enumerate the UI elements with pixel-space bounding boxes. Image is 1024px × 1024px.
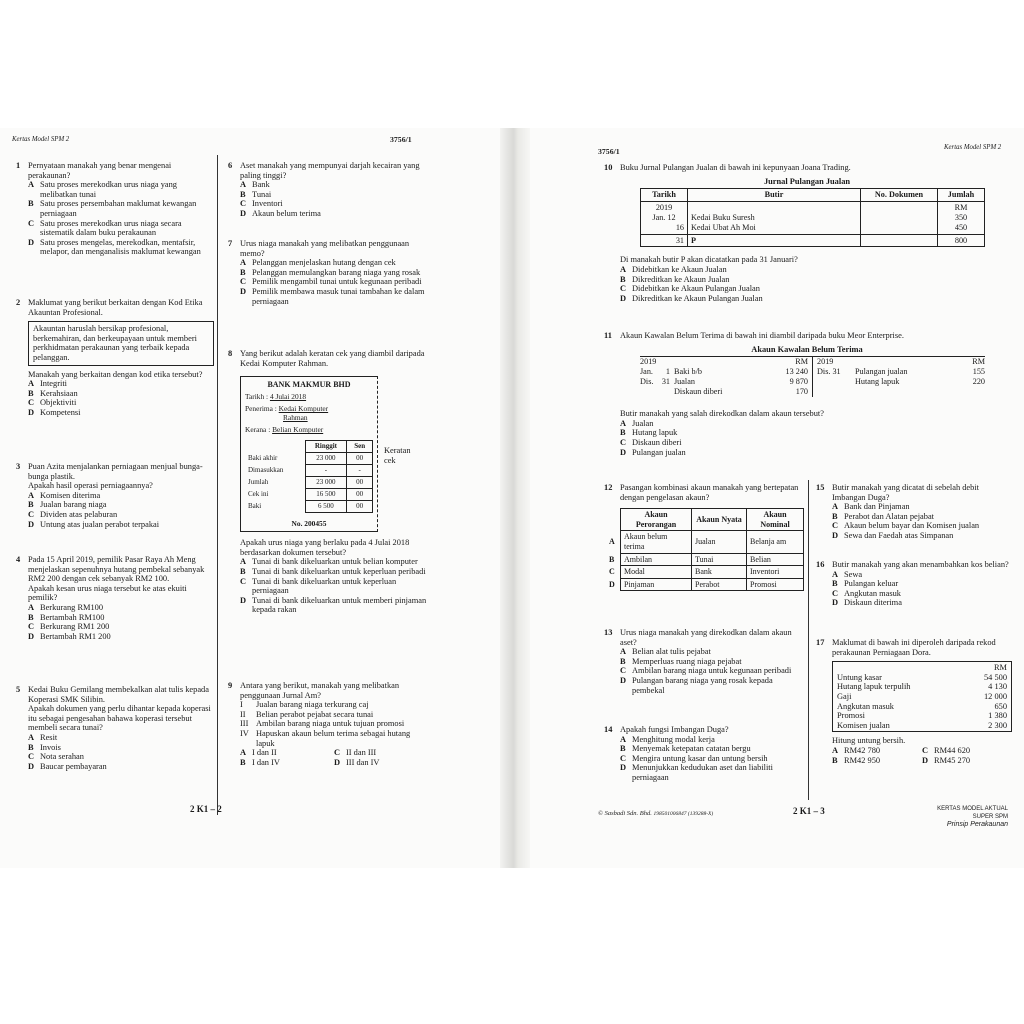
option-a[interactable]: A RM42 780	[832, 745, 881, 755]
option-b[interactable]: B Jualan barang niaga	[28, 500, 107, 510]
t-account	[640, 356, 985, 397]
ledger-row: Hutang lapuk 220	[855, 377, 985, 387]
option-a[interactable]: A Komisen diterima	[28, 490, 101, 500]
option-b[interactable]: B Dikreditkan ke Akaun Jualan	[620, 274, 730, 284]
question-ask: Apakah dokumen yang perlu dihantar kepada koperasi itu sebagai pengesahan bahawa koperasi tersebut membeli secara tunai?	[28, 704, 211, 733]
question-8	[228, 349, 430, 615]
right-page	[598, 135, 1018, 835]
option-c[interactable]: C Angkutan masuk	[832, 588, 901, 598]
question-number: 11	[604, 331, 612, 340]
option-d[interactable]: D Tunai di bank dikeluarkan untuk memberi pinjaman kepada rakan	[240, 595, 427, 615]
book-gutter	[500, 128, 530, 868]
option-d[interactable]: D Sewa dan Faedah atas Simpanan	[832, 530, 954, 540]
question-number: 8	[228, 349, 233, 358]
option-b[interactable]: B RM42 950	[832, 755, 881, 765]
option-b[interactable]: B Perabot dan Alatan pejabat	[832, 511, 934, 521]
t-account-credit: 2019 RM Dis. 31 Pulangan jualan 155 Hutang lapuk 220	[817, 357, 985, 387]
statement-i: I Jualan barang niaga terkurang caj	[240, 700, 369, 710]
options	[28, 180, 214, 257]
column-divider	[217, 155, 218, 815]
question-number: 14	[604, 725, 613, 734]
bank-name: BANK MAKMUR BHD	[267, 380, 351, 390]
option-d[interactable]: D Pinjaman Perabot Promosi	[606, 578, 804, 591]
ledger-row: Dis. 31 Pulangan jualan 155	[817, 367, 985, 377]
option-a[interactable]: A Integriti	[28, 379, 67, 389]
option-d[interactable]: D Akaun belum terima	[240, 208, 321, 218]
option-d[interactable]: D Menunjukkan kedudukan aset dan liabiliti perniagaan	[620, 763, 773, 782]
question-7	[228, 239, 428, 306]
question-number: 4	[16, 555, 21, 564]
left-page-number: 2 K1 – 2	[190, 804, 222, 814]
question-stem: Akaun Kawalan Belum Terima di bawah ini diambil daripada buku Meor Enterprise.	[620, 331, 904, 340]
cheque-stub-caption: Keratan cek	[384, 446, 411, 465]
question-number: 10	[604, 163, 613, 172]
stub-row: Baki 6 500 00	[245, 501, 373, 513]
option-a[interactable]: A Bank dan Pinjaman	[832, 502, 910, 512]
option-c[interactable]: C Ambilan barang niaga untuk kegunaan peribadi	[620, 666, 792, 676]
option-c[interactable]: C Tunai di bank dikeluarkan untuk keperluan perniagaan	[240, 576, 397, 596]
option-b[interactable]: B Hutang lapuk	[620, 428, 678, 438]
question-number: 7	[228, 239, 233, 248]
option-b[interactable]: B Tunai	[240, 189, 272, 199]
question-ask: Apakah kesan urus niaga tersebut ke atas ekuiti pemilik?	[28, 583, 187, 603]
question-stem: Butir manakah yang dicatat di sebelah debit Imbangan Duga?	[832, 483, 979, 502]
brand-block	[928, 805, 1008, 829]
journal-title: Jurnal Pulangan Jualan	[763, 176, 851, 186]
option-b[interactable]: B Tunai di bank dikeluarkan untuk keperluan peribadi	[240, 566, 426, 576]
journal-table: Tarikh Butir No. Dokumen Jumlah 2019 Jan. 12 16 Kedai Buku Suresh Kedai Ubat Ah Moi RM 350 450 31 P 800	[640, 188, 985, 247]
option-b[interactable]: B Satu proses persembahan maklumat kewangan perniagaan	[28, 199, 197, 218]
right-header-code: 3756/1	[598, 147, 620, 156]
question-3	[16, 462, 214, 529]
option-d[interactable]: D Kompetensi	[28, 407, 81, 417]
option-d[interactable]: D Pulangan barang niaga yang rosak kepada pembekal	[620, 675, 773, 695]
option-d[interactable]: D Pulangan jualan	[620, 447, 686, 457]
option-b[interactable]: B Invois	[28, 742, 61, 752]
question-1	[16, 161, 214, 257]
option-c[interactable]: C Nota serahan	[28, 752, 84, 762]
option-d[interactable]: D Diskaun diterima	[832, 598, 902, 608]
question-stem: Pasangan kombinasi akaun manakah yang bertepatan dengan pengelasan akaun?	[620, 483, 799, 502]
reason-value: Belian Komputer	[272, 425, 324, 435]
option-c[interactable]: C Dividen atas pelaburan	[28, 509, 118, 519]
option-c[interactable]: C Modal Bank Inventori	[606, 566, 804, 579]
ledger-title: Akaun Kawalan Belum Terima	[751, 344, 863, 354]
question-10	[604, 163, 994, 303]
question-stem: Maklumat yang berikut berkaitan dengan Kod Etika Akauntan Profesional.	[28, 298, 203, 317]
statement-ii: II Belian perabot pejabat secara tunai	[240, 709, 374, 719]
option-c[interactable]: C Mengira untung kasar dan untung bersih	[620, 753, 768, 763]
option-a[interactable]: A Resit	[28, 732, 58, 742]
info-box: Akauntan haruslah bersikap profesional, berkemahiran, dan berkeupayaan untuk memberi perkhidmatan perakaunan yang terbaik kepada pelanggan.	[28, 321, 214, 365]
option-a[interactable]: A Didebitkan ke Akaun Jualan	[620, 264, 727, 274]
stub-row: Jumlah 23 000 00	[245, 477, 373, 489]
payee-label: Penerima :	[245, 404, 277, 414]
option-d[interactable]: D RM45 270	[922, 755, 971, 765]
accounts-table: Akaun Perorangan Akaun Nyata Akaun Nominal A Akaun belum terima Jualan Belanja am B Ambilan Tunai Belian C Modal Bank Inventori D Pinjaman Perabot Promosi	[606, 508, 804, 591]
question-stem: Antara yang berikut, manakah yang melibatkan penggunaan Jurnal Am?	[240, 681, 400, 700]
option-b[interactable]: B Ambilan Tunai Belian	[606, 553, 804, 566]
option-a[interactable]: A Satu proses merekodkan urus niaga yang melibatkan tunai	[28, 180, 177, 199]
option-a[interactable]: A Bank	[240, 180, 270, 190]
option-a[interactable]: A I dan II	[240, 748, 277, 758]
option-a[interactable]: A Akaun belum terima Jualan Belanja am	[606, 531, 804, 553]
question-number: 9	[228, 681, 233, 690]
question-number: 15	[816, 483, 825, 492]
question-4	[16, 555, 214, 641]
copyright: © Sasbadi Sdn. Bhd. 198501006847 (139288-X)	[598, 810, 714, 817]
info-row: Untung kasar 54 500	[837, 672, 1007, 682]
option-a[interactable]: A Belian alat tulis pejabat	[620, 647, 711, 657]
question-stem: Pada 15 April 2019, pemilik Pasar Raya Ah Meng menjelaskan sepenuhnya hutang pembekal sebanyak RM2 200 dengan cek sebanyak RM2 100.	[28, 555, 205, 584]
question-stem: Puan Azita menjalankan perniagaan menjual bunga-bunga plastik.	[28, 462, 203, 481]
question-ask: Manakah yang berkaitan dengan kod etika tersebut?	[28, 369, 203, 379]
info-row: Gaji 12 000	[837, 691, 1007, 701]
option-d[interactable]: D III dan IV	[334, 757, 380, 767]
option-b[interactable]: B Bertambah RM100	[28, 612, 105, 622]
stub-row: Baki akhir 23 000 00	[245, 453, 373, 465]
option-a[interactable]: A Menghitung modal kerja	[620, 734, 715, 744]
question-stem: Maklumat di bawah ini diperoleh daripada rekod perakaunan Perniagaan Dora.	[832, 638, 996, 657]
question-stem: Aset manakah yang mempunyai darjah kecairan yang paling tinggi?	[240, 161, 420, 180]
option-c[interactable]: C Objektiviti	[28, 398, 77, 408]
right-header-series: Kertas Model SPM 2	[944, 144, 1002, 151]
question-stem: Kedai Buku Gemilang membekalkan alat tulis kepada Koperasi SMK Silibin.	[28, 685, 209, 704]
option-d[interactable]: D Baucar pembayaran	[28, 761, 107, 771]
question-ask: Hitung untung bersih.	[832, 736, 906, 746]
question-number: 6	[228, 161, 233, 170]
cheque-number: No. 200455	[291, 519, 327, 529]
t-account-debit: 2019 RM Jan. 1 Baki b/b 13 240 Dis. 31 Jualan 9 870 Diskaun diberi 170	[640, 357, 813, 397]
option-b[interactable]: B Kerahsiaan	[28, 388, 78, 398]
question-14	[604, 725, 804, 783]
cheque-area	[240, 376, 430, 532]
question-number: 13	[604, 628, 613, 637]
date-value: 4 Julai 2018	[269, 392, 307, 402]
question-number: 1	[16, 161, 21, 170]
option-c[interactable]: C Berkurang RM1 200	[28, 622, 110, 632]
question-ask: Di manakah butir P akan dicatatkan pada 31 Januari?	[620, 255, 798, 265]
question-ask: Apakah urus niaga yang berlaku pada 4 Julai 2018 berdasarkan dokumen tersebut?	[240, 538, 410, 557]
stub-row: Cek ini 16 500 00	[245, 489, 373, 501]
question-17	[816, 638, 1012, 765]
ledger-row: Dis. 31 Jualan 9 870	[640, 377, 808, 387]
question-stem: Buku Jurnal Pulangan Jualan di bawah ini kepunyaan Joana Trading.	[620, 163, 851, 172]
cheque-stub: BANK MAKMUR BHD Tarikh : 4 Julai 2018 Penerima : Kedai Komputer Rahman Kerana : Belian Komputer Ringgit Sen Baki akhir 23 000 00 Dimasukkan - - Jumlah 23 000 00 Cek ini 16 500 00 Baki 6 500 00 No. 200455	[240, 376, 378, 532]
question-ask: Butir manakah yang salah direkodkan dalam akaun tersebut?	[620, 409, 824, 419]
info-row: Komisen jualan 2 300	[837, 720, 1007, 730]
payee-value-2: Rahman	[283, 413, 308, 423]
question-13	[604, 628, 804, 695]
option-d[interactable]: D Pemilik membawa masuk tunai tambahan ke dalam perniagaan	[240, 286, 425, 306]
option-b[interactable]: B Menyemak ketepatan catatan bergu	[620, 744, 751, 754]
question-stem: Butir manakah yang akan menambahkan kos belian?	[832, 560, 1009, 569]
option-a[interactable]: A Berkurang RM100	[28, 602, 104, 612]
option-b[interactable]: B I dan IV	[240, 757, 280, 767]
question-11	[604, 331, 994, 457]
cheque-stub-table: Ringgit Sen Baki akhir 23 000 00 Dimasukkan - - Jumlah 23 000 00 Cek ini 16 500 00 Baki 6 500 00	[245, 440, 373, 513]
payee-value: Kedai Komputer	[278, 404, 329, 414]
option-c[interactable]: C Diskaun diberi	[620, 437, 682, 447]
option-a[interactable]: A Jualan	[620, 418, 654, 428]
option-b[interactable]: B Pulangan keluar	[832, 579, 899, 589]
question-number: 5	[16, 685, 21, 694]
right-page-number: 2 K1 – 3	[793, 806, 825, 816]
question-number: 16	[816, 560, 825, 569]
column-divider	[808, 480, 809, 800]
options	[832, 746, 1012, 765]
option-d[interactable]: D Untung atas jualan perabot terpakai	[28, 519, 160, 529]
ledger-row: Diskaun diberi 170	[674, 387, 808, 397]
journal-row: 2019 Jan. 12 16 Kedai Buku Suresh Kedai Ubat Ah Moi RM 350 450	[641, 201, 985, 234]
reason-label: Kerana	[245, 425, 267, 435]
option-d[interactable]: D Satu proses mengelas, merekodkan, mentafsir, melapor, dan menganalisis maklumat kewangan	[28, 237, 201, 257]
question-stem: Apakah fungsi Imbangan Duga?	[620, 725, 729, 734]
question-number: 17	[816, 638, 825, 647]
brand-subject: Prinsip Perakaunan	[946, 821, 1008, 828]
question-stem: Urus niaga manakah yang direkodkan dalam akaun aset?	[620, 628, 792, 647]
question-6	[228, 161, 428, 219]
option-b[interactable]: B Memperluas ruang niaga pejabat	[620, 656, 742, 666]
info-box	[832, 661, 1012, 732]
option-d[interactable]: D Bertambah RM1 200	[28, 631, 111, 641]
question-stem: Yang berikut adalah keratan cek yang diambil daripada Kedai Komputer Rahman.	[240, 349, 425, 368]
currency-label: RM	[993, 663, 1007, 673]
info-row: Angkutan masuk 650	[837, 701, 1007, 711]
question-5	[16, 685, 214, 771]
stub-row: Dimasukkan - -	[245, 465, 373, 477]
options	[240, 748, 428, 767]
option-c[interactable]: C Satu proses merekodkan urus niaga secara sistematik dalam buku perakaunan	[28, 218, 182, 238]
left-page	[10, 135, 430, 835]
question-stem: Pernyataan manakah yang benar mengenai perakaunan?	[28, 161, 172, 180]
question-number: 2	[16, 298, 21, 307]
date-label: Tarikh	[245, 392, 265, 402]
question-16	[816, 560, 1012, 608]
option-c[interactable]: C Inventori	[240, 199, 283, 209]
left-header-series: Kertas Model SPM 2	[12, 136, 70, 143]
statement-iv: IV Hapuskan akaun belum terima sebagai hutang lapuk	[240, 728, 411, 748]
info-row: Hutang lapuk terpulih 4 130	[837, 682, 1007, 692]
question-number: 3	[16, 462, 21, 471]
left-header-code: 3756/1	[390, 135, 412, 144]
option-b[interactable]: B Pelanggan memulangkan barang niaga yang rosak	[240, 267, 421, 277]
statement-iii: III Ambilan barang niaga untuk tujuan promosi	[240, 719, 405, 729]
question-15	[816, 483, 1012, 541]
question-ask: Apakah hasil operasi perniagaannya?	[28, 481, 153, 491]
option-c[interactable]: C Didebitkan ke Akaun Pulangan Jualan	[620, 284, 760, 294]
option-a[interactable]: A Tunai di bank dikeluarkan untuk belian komputer	[240, 557, 418, 567]
question-12	[604, 483, 804, 591]
option-c[interactable]: C RM44 620	[922, 745, 971, 755]
option-d[interactable]: D Dikreditkan ke Akaun Pulangan Jualan	[620, 293, 763, 303]
option-c[interactable]: C Pemilik mengambil tunai untuk kegunaan peribadi	[240, 277, 422, 287]
brand-series: KERTAS MODEL AKTUAL SUPER SPM	[937, 806, 1008, 820]
option-c[interactable]: C Akaun belum bayar dan Komisen jualan	[832, 521, 980, 531]
question-2	[16, 298, 214, 418]
option-a[interactable]: A Sewa	[832, 569, 863, 579]
info-row: Promosi 1 380	[837, 711, 1007, 721]
ledger-row: Jan. 1 Baki b/b 13 240	[640, 367, 808, 377]
option-c[interactable]: C II dan III	[334, 748, 377, 758]
question-number: 12	[604, 483, 613, 492]
question-stem: Urus niaga manakah yang melibatkan penggunaan memo?	[240, 239, 410, 258]
journal-total-row: 31 P 800	[641, 234, 985, 247]
question-9	[228, 681, 428, 767]
option-a[interactable]: A Pelanggan menjelaskan hutang dengan cek	[240, 258, 396, 268]
